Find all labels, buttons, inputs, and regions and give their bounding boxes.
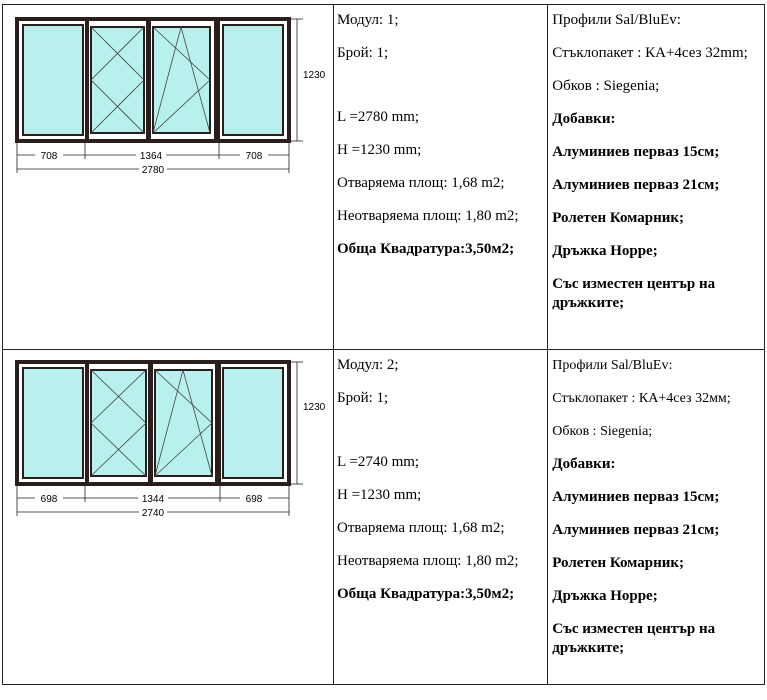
addon-item: Със изместен център на дръжките; xyxy=(552,276,716,311)
opening-sash-2 xyxy=(155,370,212,476)
addon-item: Със изместен център на дръжките; xyxy=(552,621,716,656)
fixed-pane-left xyxy=(23,25,83,135)
opening-sash-2 xyxy=(153,27,210,133)
addon-item: Алуминиев перваз 21см; xyxy=(552,177,720,193)
addon-item: Ролетен Комарник; xyxy=(552,210,685,226)
mullion xyxy=(85,21,89,139)
glass-text: Стъклопакет : КА+4сез 32mm; xyxy=(552,45,748,61)
window-spec-table xyxy=(2,4,765,685)
dim-total: 2780 xyxy=(141,165,165,176)
extras-cell xyxy=(548,350,765,685)
window-drawing-2 xyxy=(3,350,333,525)
module-height: H =1230 mm; xyxy=(337,487,422,503)
addon-item: Ролетен Комарник; xyxy=(552,555,685,571)
module-count: Брой: 1; xyxy=(337,45,389,61)
module-fixed-area: Неотваряема площ: 1,80 m2; xyxy=(337,208,519,224)
height-label: 1230 xyxy=(303,402,326,413)
addons-title: Добавки: xyxy=(552,456,616,472)
mullion xyxy=(85,364,89,482)
opening-sash-1 xyxy=(91,27,144,133)
dim-left: 708 xyxy=(40,151,58,162)
module-fixed-area: Неотваряема площ: 1,80 m2; xyxy=(337,553,519,569)
fixed-pane-right xyxy=(223,25,283,135)
dim-center: 1344 xyxy=(141,494,165,505)
hardware-text: Обков : Siegenia; xyxy=(552,78,660,94)
spec-row-1 xyxy=(3,5,765,350)
extras-cell xyxy=(548,5,765,350)
dim-right: 698 xyxy=(245,494,263,505)
module-info-cell xyxy=(334,350,548,685)
module-open-area: Отваряема площ: 1,68 m2; xyxy=(337,520,505,536)
module-number: Модул: 1; xyxy=(337,12,399,28)
dim-left: 698 xyxy=(40,494,58,505)
glass-text: Стъклопакет : КА+4сез 32мм; xyxy=(552,391,731,406)
profiles-text: Профили Sal/BluEv: xyxy=(552,358,673,373)
window-drawing-cell xyxy=(3,350,334,685)
hardware-text: Обков : Siegenia; xyxy=(552,424,653,439)
module-open-area: Отваряема площ: 1,68 m2; xyxy=(337,175,505,191)
addon-item: Алуминиев перваз 15см; xyxy=(552,144,720,160)
mullion xyxy=(148,364,153,482)
window-drawing-1 xyxy=(3,5,333,180)
mullion xyxy=(215,364,221,482)
fixed-pane-left xyxy=(23,368,83,478)
addon-item: Дръжка Hoppe; xyxy=(552,588,658,604)
module-length: L =2780 mm; xyxy=(337,109,420,125)
module-height: H =1230 mm; xyxy=(337,142,422,158)
module-total-area: Обща Квадратура:3,50м2; xyxy=(337,241,515,257)
dim-center: 1364 xyxy=(139,151,163,162)
mullion xyxy=(214,21,220,139)
module-total-area: Обща Квадратура:3,50м2; xyxy=(337,586,515,602)
fixed-pane-right xyxy=(223,368,283,478)
addon-item: Дръжка Hoppe; xyxy=(552,243,658,259)
addon-item: Алуминиев перваз 15см; xyxy=(552,489,720,505)
module-number: Модул: 2; xyxy=(337,357,399,373)
window-drawing-cell xyxy=(3,5,334,350)
module-count: Брой: 1; xyxy=(337,390,389,406)
dim-total: 2740 xyxy=(141,508,165,519)
module-info-cell xyxy=(334,5,548,350)
height-label: 1230 xyxy=(303,70,326,81)
profiles-text: Профили Sal/BluEv: xyxy=(552,12,681,28)
spec-row-2 xyxy=(3,350,765,685)
addons-title: Добавки: xyxy=(552,111,616,127)
mullion xyxy=(146,21,151,139)
module-length: L =2740 mm; xyxy=(337,454,420,470)
dim-right: 708 xyxy=(245,151,263,162)
addon-item: Алуминиев перваз 21см; xyxy=(552,522,720,538)
opening-sash-1 xyxy=(91,370,146,476)
